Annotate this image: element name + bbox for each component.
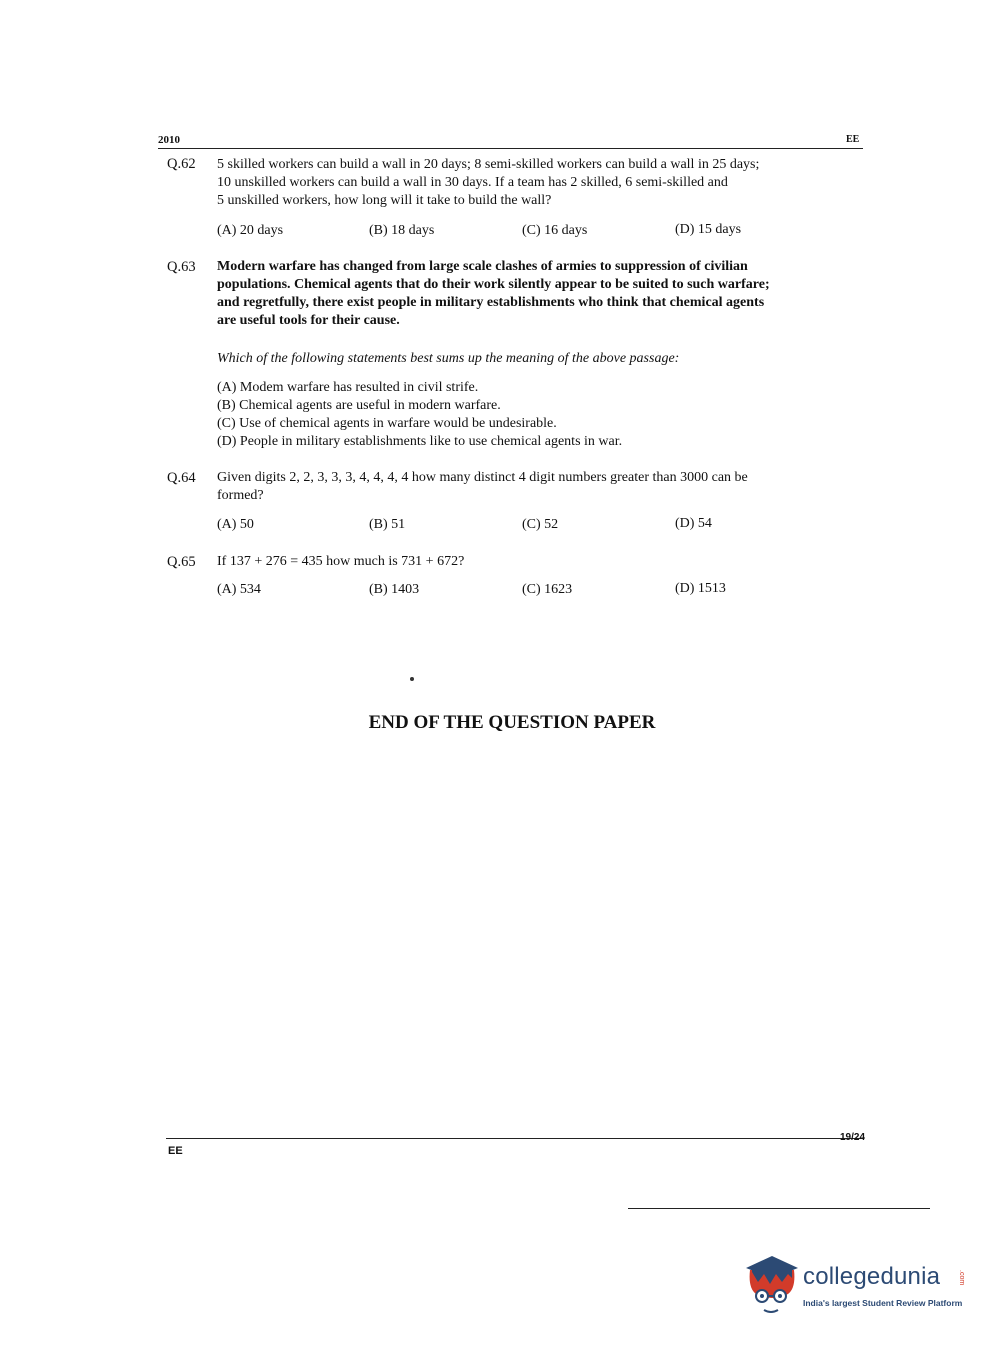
question-line: 5 skilled workers can build a wall in 20 days; 8 semi-skilled workers can build a wall in 25 days; [217, 157, 760, 172]
question-line: Given digits 2, 2, 3, 3, 3, 4, 4, 4, 4 how many distinct 4 digit numbers greater than 3000 can be [217, 470, 748, 485]
option-65-a: (A) 534 [217, 582, 261, 597]
option-62-b: (B) 18 days [369, 223, 435, 238]
option-63-c: (C) Use of chemical agents in warfare would be undesirable. [217, 416, 557, 431]
question-line: 5 unskilled workers, how long will it take to build the wall? [217, 193, 552, 208]
end-of-paper-title: END OF THE QUESTION PAPER [368, 712, 656, 733]
question-text-64 [217, 469, 852, 505]
question-number-64: Q.64 [167, 470, 196, 486]
option-63-b: (B) Chemical agents are useful in modern warfare. [217, 398, 501, 413]
question-text-65 [217, 553, 852, 571]
passage-line: are useful tools for their cause. [217, 313, 400, 328]
option-64-d: (D) 54 [675, 516, 712, 531]
option-64-c: (C) 52 [522, 517, 559, 532]
footer-rule [628, 1208, 930, 1209]
question-line: formed? [217, 488, 264, 503]
header-divider [158, 148, 863, 149]
question-number-63: Q.63 [167, 259, 196, 275]
question-line: 10 unskilled workers can build a wall in 30 days. If a team has 2 skilled, 6 semi-skilled and [217, 175, 728, 190]
passage-line: populations. Chemical agents that do their work silently appear to be suited to such warfare; [217, 277, 770, 292]
option-62-a: (A) 20 days [217, 223, 284, 238]
footer-code: EE [168, 1145, 183, 1157]
collegedunia-mascot-icon [742, 1248, 802, 1320]
option-62-d: (D) 15 days [675, 222, 742, 237]
option-64-b: (B) 51 [369, 517, 406, 532]
question-prompt-63: Which of the following statements best sums up the meaning of the above passage: [217, 351, 680, 366]
brand-name: collegedunia [803, 1263, 941, 1290]
header-code: EE [846, 134, 860, 145]
option-65-b: (B) 1403 [369, 582, 420, 597]
question-line: If 137 + 276 = 435 how much is 731 + 672? [217, 554, 465, 569]
option-64-a: (A) 50 [217, 517, 254, 532]
brand-tagline: India's largest Student Review Platform [803, 1298, 963, 1308]
passage-line: and regretfully, there exist people in military establishments who think that chemical agents [217, 295, 765, 310]
options-list-63 [217, 379, 622, 451]
question-passage-63 [217, 258, 852, 330]
header-year: 2010 [158, 134, 180, 146]
option-63-d: (D) People in military establishments like to use chemical agents in war. [217, 434, 623, 449]
passage-line: Modern warfare has changed from large scale clashes of armies to suppression of civilian [217, 259, 748, 274]
question-number-62: Q.62 [167, 156, 196, 172]
footer-page-number: 19/24 [840, 1132, 866, 1143]
footer-divider [166, 1138, 864, 1139]
stray-mark [410, 677, 414, 681]
option-65-c: (C) 1623 [522, 582, 573, 597]
brand-suffix: .com [958, 1270, 965, 1286]
question-text-62 [217, 156, 852, 210]
question-number-65: Q.65 [167, 554, 196, 570]
option-63-a: (A) Modem warfare has resulted in civil strife. [217, 380, 479, 395]
option-62-c: (C) 16 days [522, 223, 588, 238]
option-65-d: (D) 1513 [675, 581, 726, 596]
